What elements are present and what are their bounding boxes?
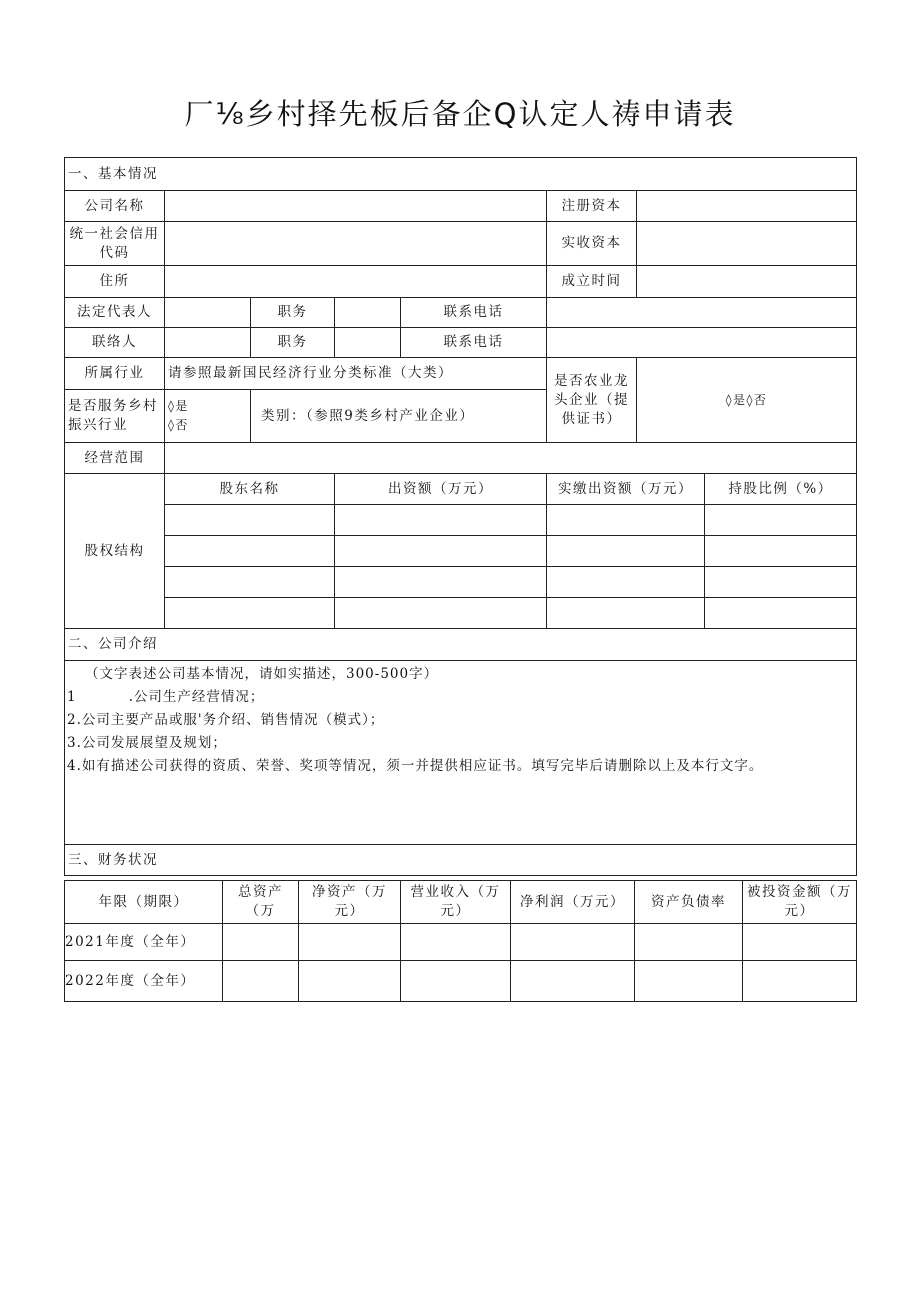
paid-capital-field[interactable] [637,222,857,266]
equity-cell[interactable] [705,536,857,567]
finance-header-investment: 被投资金额（万元） [743,881,857,924]
scope-field[interactable] [165,443,857,474]
section-intro-row [65,629,857,661]
equity-cell[interactable] [547,536,705,567]
contact-phone-label: 联系电话 [401,328,547,358]
equity-header-amount: 出资额（万元） [335,474,547,505]
equity-cell[interactable] [165,505,335,536]
form-title: 厂⅛乡村择先板后备企Q认定人祷申请表 [184,97,736,131]
application-form-table [64,157,857,876]
finance-cell[interactable] [223,961,299,1002]
industry-hint[interactable]: 请参照最新国民经济行业分类标准（大类） [165,358,547,390]
finance-table [64,880,857,1002]
finance-header-total-assets: 总资产（万 [223,881,299,924]
equity-cell[interactable] [547,505,705,536]
equity-cell[interactable] [335,567,547,598]
row-credit-code [65,222,857,266]
row-equity-header [65,474,857,505]
finance-header-period: 年限（期限） [65,881,223,924]
registered-capital-field[interactable] [637,191,857,222]
finance-header-debt-ratio: 资产负债率 [635,881,743,924]
equity-header-shareholder: 股东名称 [165,474,335,505]
equity-cell[interactable] [547,567,705,598]
legal-rep-position-label: 职务 [251,298,335,328]
rural-options [165,390,251,443]
intro-item-1-number: 1 [67,689,77,705]
established-field[interactable] [637,266,857,298]
finance-header-net-assets: 净资产（万元） [299,881,401,924]
company-name-label: 公司名称 [65,191,165,222]
contact-position-label: 职务 [251,328,335,358]
rural-yes-checkbox[interactable]: ◊是 [168,399,189,413]
credit-code-field[interactable] [165,222,547,266]
row-scope [65,443,857,474]
legal-rep-field[interactable] [165,298,251,328]
equity-header-ratio: 持股比例（%） [705,474,857,505]
finance-row-2021 [65,924,857,961]
equity-row [65,505,857,536]
section-finance-row [65,845,857,876]
intro-item-1-text: .公司生产经营情况； [128,689,265,705]
finance-cell[interactable] [511,924,635,961]
legal-rep-position-field[interactable] [335,298,401,328]
leading-ag-options[interactable] [637,358,857,443]
equity-cell[interactable] [705,505,857,536]
company-intro-field[interactable] [65,661,857,845]
contact-field[interactable] [165,328,251,358]
equity-row [65,598,857,629]
rural-label: 是否服务乡村振兴行业 [65,390,165,443]
finance-row-2022 [65,961,857,1002]
row-industry [65,358,857,390]
finance-header-net-profit: 净利润（万元） [511,881,635,924]
equity-label: 股权结构 [65,474,165,629]
finance-cell[interactable] [635,924,743,961]
address-label: 住所 [65,266,165,298]
finance-cell[interactable] [511,961,635,1002]
section-heading-finance: 三、财务状况 [65,845,857,876]
legal-rep-phone-field[interactable] [547,298,857,328]
equity-header-paid: 实缴出资额（万元） [547,474,705,505]
established-label: 成立时间 [547,266,637,298]
equity-cell[interactable] [335,536,547,567]
section-basic-row [65,158,857,191]
equity-cell[interactable] [335,505,547,536]
intro-item-3: 3.公司发展展望及规划； [67,735,227,751]
equity-cell[interactable] [165,536,335,567]
legal-rep-label: 法定代表人 [65,298,165,328]
equity-cell[interactable] [165,567,335,598]
credit-code-label: 统一社会信用代码 [65,222,165,266]
contact-position-field[interactable] [335,328,401,358]
row-legal-rep [65,298,857,328]
finance-cell[interactable] [299,961,401,1002]
equity-cell[interactable] [705,567,857,598]
finance-cell[interactable] [743,961,857,1002]
category-text[interactable]: 类别：（参照9类乡村产业企业） [251,390,547,443]
contact-phone-field[interactable] [547,328,857,358]
row-address [65,266,857,298]
contact-label: 联络人 [65,328,165,358]
intro-item-4: 4.如有描述公司获得的资质、荣誉、奖项等情况，须一并提供相应证书。填写完毕后请删除以上及本行文字。 [67,758,764,774]
paid-capital-label: 实收资本 [547,222,637,266]
leading-ag-checkboxes[interactable]: ◊是◊否 [725,392,768,407]
equity-cell[interactable] [335,598,547,629]
section-heading-basic: 一、基本情况 [65,158,857,191]
registered-capital-label: 注册资本 [547,191,637,222]
finance-header-revenue: 营业收入（万元） [401,881,511,924]
company-name-field[interactable] [165,191,547,222]
finance-cell[interactable] [401,924,511,961]
equity-cell[interactable] [547,598,705,629]
industry-label: 所属行业 [65,358,165,390]
legal-rep-phone-label: 联系电话 [401,298,547,328]
intro-item-1 [67,686,854,709]
finance-cell[interactable] [743,924,857,961]
section-heading-intro: 二、公司介绍 [65,629,857,661]
equity-cell[interactable] [705,598,857,629]
intro-item-2: 2.公司主要产品或服'务介绍、销售情况（模式）； [67,712,385,728]
finance-year-2022: 2022年度（全年） [65,961,223,1002]
equity-row [65,567,857,598]
equity-row [65,536,857,567]
row-company-name [65,191,857,222]
finance-cell[interactable] [299,924,401,961]
intro-hint: （文字表述公司基本情况，请如实描述，300-500字） [85,666,439,682]
row-intro [65,661,857,845]
row-contact [65,328,857,358]
equity-cell[interactable] [165,598,335,629]
finance-cell[interactable] [401,961,511,1002]
finance-cell[interactable] [223,924,299,961]
address-field[interactable] [165,266,547,298]
finance-cell[interactable] [635,961,743,1002]
scope-label: 经营范围 [65,443,165,474]
rural-no-checkbox[interactable]: ◊否 [168,418,189,432]
leading-ag-label: 是否农业龙头企业（提供证书） [547,358,637,443]
finance-header-row [65,881,857,924]
finance-year-2021: 2021年度（全年） [65,924,223,961]
